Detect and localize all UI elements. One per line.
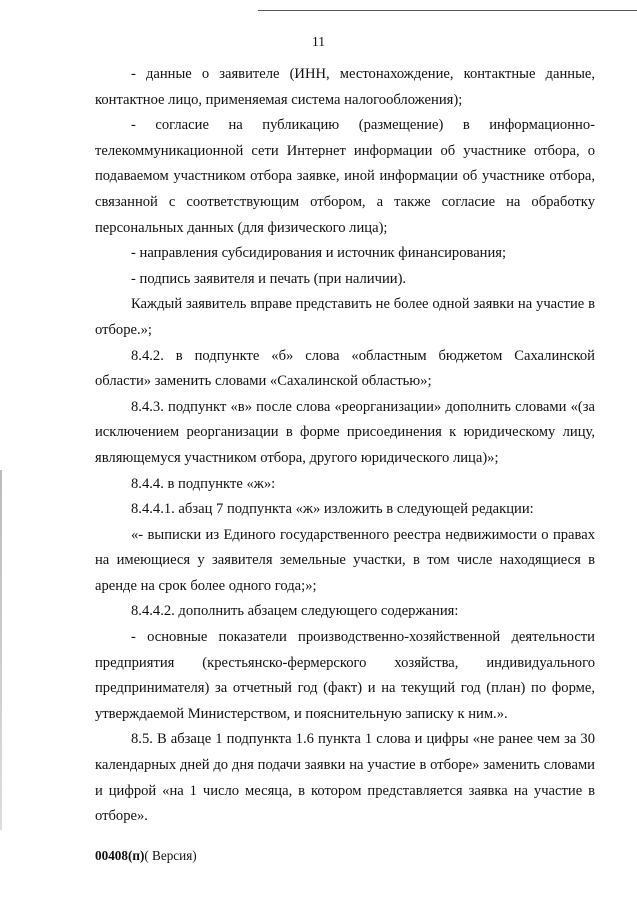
paragraph: Каждый заявитель вправе представить не более одной заявки на участие в отборе.»; xyxy=(95,296,595,338)
paragraph: - данные о заявителе (ИНН, местонахождение, контактные данные, контактное лицо, применяемая система налогообложения); xyxy=(95,66,595,108)
paragraph: 8.5. В абзаце 1 подпункта 1.6 пункта 1 слова и цифры «не ранее чем за 30 календарных дней до дня подачи заявки на участие в отборе» заменить словами и цифрой «на 1 число месяца, в котором представляется заявка на участие в отборе». xyxy=(95,731,595,825)
document-footer xyxy=(95,848,197,864)
paragraph: - направления субсидирования и источник финансирования; xyxy=(131,245,507,262)
document-version: ( Версия) xyxy=(144,848,197,863)
paragraph: 8.4.4. в подпункте «ж»: xyxy=(131,475,276,492)
document-body xyxy=(95,62,595,830)
paragraph: - основные показатели производственно-хозяйственной деятельности предприятия (крестьянско-фермерского хозяйства, индивидуального предпринимателя) за отчетный год (факт) и на текущий год (план) по форме, утверждаемой Министерством, и пояснительную записку к ним.». xyxy=(95,629,595,722)
paragraph: 8.4.3. подпункт «в» после слова «реорганизации» дополнить словами «(за исключением реорганизации в форме присоединения к юридическому лицу, являющемуся участником отбора, другого юридического лица)»; xyxy=(95,398,595,466)
paragraph: - подпись заявителя и печать (при наличии). xyxy=(131,270,407,287)
document-code: 00408(п) xyxy=(95,848,145,863)
paragraph: 8.4.2. в подпункте «б» слова «областным бюджетом Сахалинской области» заменить словами «Сахалинской областью»; xyxy=(95,347,595,390)
paragraph: 8.4.4.2. дополнить абзацем следующего содержания: xyxy=(131,603,459,620)
top-rule xyxy=(258,10,637,11)
page-number: 11 xyxy=(312,34,325,49)
scan-edge xyxy=(0,470,2,830)
paragraph: «- выписки из Единого государственного реестра недвижимости о правах на имеющиеся у заявителя земельные участки, в том числе находящиеся в аренде на срок более одного года;»; xyxy=(95,526,595,594)
paragraph: - согласие на публикацию (размещение) в информационно-телекоммуникационной сети Интернет информации об участнике отбора, о подаваемом участником отбора заявке, иной информации об участнике отбора, связанной с соответствующим отбором, а также согласие на обработку персональных данных (для физического лица); xyxy=(95,117,595,236)
paragraph: 8.4.4.1. абзац 7 подпункта «ж» изложить в следующей редакции: xyxy=(131,501,534,518)
